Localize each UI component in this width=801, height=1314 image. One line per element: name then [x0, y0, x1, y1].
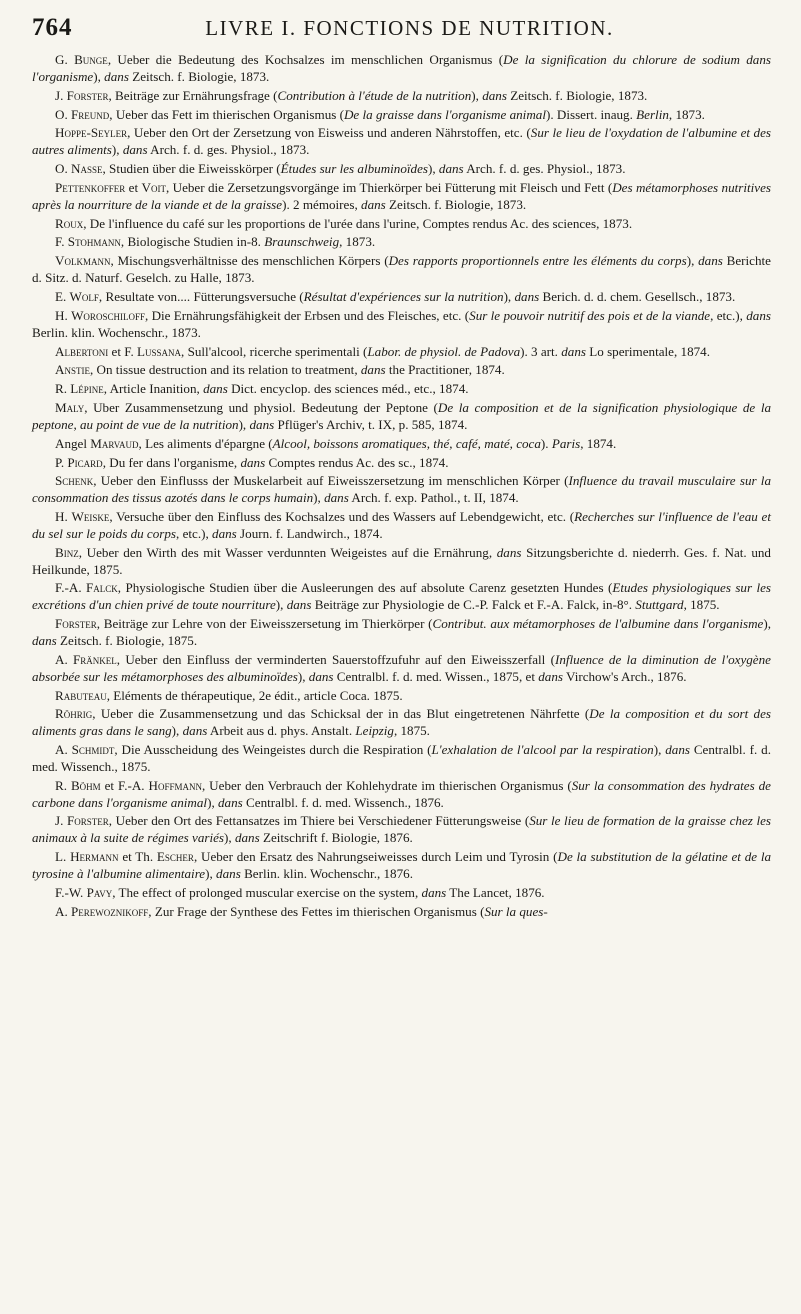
- entry-text: ),: [275, 597, 287, 613]
- italic-text: Paris: [551, 435, 581, 451]
- entry-text: ),: [471, 87, 483, 103]
- entry-text: , Biologische Studien in-8.: [120, 234, 265, 250]
- entry-text: Zeitschrift f. Biologie, 1876.: [259, 830, 413, 846]
- italic-text: Labor. de physiol. de Padova: [367, 343, 521, 359]
- italic-text: dans: [496, 544, 522, 560]
- entry-text: , Du fer dans l'organisme,: [102, 454, 241, 470]
- entry-text: , Zur Frage der Synthese des Fettes im thierischen Organismus (: [148, 903, 485, 919]
- italic-text: dans: [182, 723, 208, 739]
- entry-text: P.: [55, 454, 68, 470]
- entry-text: , Ueber die Zusammensetzung und das Schicksal der in das Blut eingetretenen Nährfette (: [92, 706, 590, 722]
- italic-text: dans: [698, 253, 723, 269]
- bibliography-entry: [32, 107, 771, 124]
- entry-text: , Beiträge zur Ernährungsfrage (: [108, 87, 278, 103]
- italic-text: dans: [104, 68, 129, 84]
- author-name: Binz: [55, 544, 79, 560]
- entry-text: Arbeit aus d. phys. Anstalt.: [207, 723, 356, 739]
- italic-text: De la substitution de la gélatine et de la tyrosine à l'albumine alimentaire: [32, 849, 772, 881]
- author-name: Schmidt: [71, 742, 115, 758]
- bibliography-entry: [32, 52, 771, 86]
- entry-text: , 1875.: [683, 597, 720, 613]
- author-name: Schenk: [55, 473, 94, 489]
- author-name: Rabuteau: [55, 687, 107, 703]
- entry-text: Comptes rendus Ac. des sc., 1874.: [265, 454, 449, 470]
- entry-text: et F.-A.: [100, 777, 149, 793]
- bibliography-entry: [32, 473, 771, 507]
- bibliography-entry: [32, 652, 771, 686]
- entry-text: , Ueber die Bedeutung des Kochsalzes im menschlichen Organismus (: [107, 52, 504, 67]
- entry-text: , Ueber den Einfluss der verminderten Sauerstoffzufuhr auf den Eiweisszerfall (: [116, 651, 555, 667]
- author-name: Lussana: [137, 343, 182, 359]
- entry-text: , Ueber den Wirth des mit Wasser verdunnten Weigeistes auf die Ernährung,: [78, 544, 497, 560]
- entry-text: H.: [55, 307, 72, 323]
- entry-text: , Beiträge zur Lehre von der Eiweisszersetung im Thierkörper (: [96, 616, 433, 632]
- italic-text: Influence de la diminution de l'oxygène absorbée sur les métamorphoses des albuminoïdes: [32, 651, 771, 684]
- author-name: Falck: [86, 580, 118, 596]
- entry-text: , The effect of prolonged muscular exercise on the system,: [112, 884, 422, 900]
- entry-text: ). Dissert. inaug.: [545, 106, 637, 122]
- entry-text: , 1875.: [393, 723, 430, 739]
- author-name: Nasse: [71, 161, 103, 177]
- italic-text: dans: [240, 454, 266, 470]
- bibliography-entry: [32, 580, 771, 614]
- italic-text: Stuttgard: [635, 597, 684, 613]
- entry-text: H.: [55, 509, 72, 525]
- entry-text: Virchow's Arch., 1876.: [562, 668, 687, 684]
- entry-text: Berlin. klin. Wochenschr., 1873.: [32, 324, 201, 340]
- entry-text: , Physiologische Studien über die Ausleerungen des auf absolute Carenz gesetzten Hundes (: [117, 580, 613, 596]
- italic-text: Études sur les albuminoïdes: [280, 161, 428, 177]
- bibliography-entry: [32, 216, 771, 233]
- bibliography-entry: [32, 616, 771, 650]
- italic-text: dans: [482, 87, 507, 103]
- italic-text: dans: [308, 668, 334, 684]
- bibliography-entry: [32, 308, 771, 342]
- author-name: Forster: [66, 87, 109, 103]
- entry-text: , Eléments de thérapeutique, 2e édit., article Coca. 1875.: [106, 687, 403, 703]
- italic-text: Des rapports proportionnels entre les éléments du corps: [388, 253, 687, 269]
- bibliography-entry: [32, 742, 771, 776]
- italic-text: Sur la ques-: [484, 903, 548, 919]
- entry-text: , Ueber den Einflusss der Muskelarbeit auf Eiweisszersetzung im menschlichen Körper (: [93, 473, 569, 489]
- italic-text: Sur le lieu de l'oxydation de l'albumine et des autres aliments: [32, 125, 771, 158]
- italic-text: De la composition et du sort des aliments gras dans le sang: [32, 706, 771, 739]
- bibliography-entry: [32, 904, 771, 921]
- running-title: LIVRE I. FONCTIONS DE NUTRITION.: [205, 16, 614, 40]
- italic-text: De la graisse dans l'organisme animal: [343, 106, 546, 122]
- italic-text: Leipzig: [355, 723, 394, 739]
- author-name: Voit: [141, 179, 166, 195]
- entry-text: G.: [55, 52, 75, 67]
- italic-text: dans: [216, 865, 241, 881]
- entry-text: R.: [55, 777, 71, 793]
- author-name: Freund: [71, 106, 110, 122]
- entry-text: ),: [427, 161, 439, 177]
- author-name: Woroschiloff: [71, 307, 145, 323]
- entry-text: et Th.: [118, 849, 157, 865]
- bibliography-entry: [32, 253, 771, 287]
- bibliography-entry: [32, 400, 771, 434]
- italic-text: Contribut. aux métamorphoses de l'albumine dans l'organisme: [432, 616, 764, 632]
- entry-text: ),: [297, 668, 309, 684]
- italic-text: Des métamorphoses nutritives après la nourriture de la viande et de la graisse: [32, 179, 771, 212]
- author-name: Perewoznikoff: [71, 903, 149, 919]
- entry-text: , On tissue destruction and its relation to treatment,: [89, 362, 361, 378]
- entry-text: The Lancet, 1876.: [446, 884, 545, 900]
- entry-text: ). 3 art.: [520, 343, 562, 359]
- entry-text: Centralbl. f. d. med. Wissench., 1875.: [32, 742, 771, 774]
- entry-text: , Versuche über den Einfluss des Kochsalzes und des Wassers auf Lebendgewicht, etc. (: [109, 509, 575, 525]
- author-name: Hoffmann: [148, 777, 202, 793]
- italic-text: dans: [324, 490, 349, 506]
- author-name: Böhm: [70, 777, 101, 793]
- entry-text: Journ. f. Landwirch., 1874.: [236, 525, 383, 541]
- entry-text: A.: [55, 903, 72, 919]
- author-name: Escher: [156, 849, 194, 865]
- bibliography-entry: [32, 88, 771, 105]
- italic-text: Résultat d'expériences sur la nutrition: [303, 288, 504, 304]
- entry-text: , Ueber den Verbrauch der Kohlehydrate im thierischen Organismus (: [201, 777, 572, 793]
- italic-text: dans: [538, 668, 563, 684]
- entry-text: Zeitsch. f. Biologie, 1873.: [385, 196, 527, 212]
- entry-text: Beiträge zur Physiologie de C.-P. Falck et F.-A. Falck, in-8°.: [311, 597, 636, 613]
- author-name: Hermann: [70, 849, 119, 865]
- entry-text: the Practitioner, 1874.: [385, 362, 505, 378]
- author-name: Forster: [55, 616, 97, 632]
- italic-text: dans: [360, 362, 386, 378]
- italic-text: dans: [212, 525, 237, 541]
- author-name: Röhrig: [55, 706, 93, 722]
- entry-text: F.-A.: [55, 580, 86, 596]
- author-name: Lépine: [70, 381, 104, 397]
- entry-text: , De l'influence du café sur les proportions de l'urée dans l'urine, Comptes rendus Ac. des sciences, 1873.: [83, 215, 633, 231]
- entry-text: , Ueber das Fett im thierischen Organismus (: [109, 106, 344, 122]
- entry-text: , Sull'alcool, ricerche sperimentali (: [181, 343, 368, 359]
- author-name: Pettenkoffer: [55, 179, 126, 195]
- bibliography-list: [32, 52, 771, 921]
- entry-text: A.: [55, 742, 72, 758]
- bibliography-entry: [32, 455, 771, 472]
- entry-text: Berlin. klin. Wochenschr., 1876.: [240, 865, 413, 881]
- entry-text: Arch. f. exp. Pathol., t. II, 1874.: [348, 490, 519, 506]
- bibliography-entry: [32, 381, 771, 398]
- bibliography-entry: [32, 289, 771, 306]
- entry-text: ),: [653, 742, 666, 758]
- entry-text: ),: [171, 723, 183, 739]
- entry-text: Zeitsch. f. Biologie, 1873.: [506, 87, 648, 103]
- entry-text: Arch. f. d. ges. Physiol., 1873.: [463, 161, 626, 177]
- entry-text: Arch. f. d. ges. Physiol., 1873.: [147, 142, 310, 158]
- entry-text: A.: [55, 651, 73, 667]
- entry-text: et F.: [108, 343, 138, 359]
- entry-text: L.: [55, 849, 71, 865]
- italic-text: De la composition et de la signification physiologique de la peptone, au point de vue de la nutrition: [32, 400, 771, 432]
- page-header: [32, 14, 771, 52]
- italic-text: Sur la consommation des hydrates de carbone dans l'organisme animal: [32, 777, 771, 810]
- entry-text: Angel: [55, 435, 91, 451]
- italic-text: Contribution à l'étude de la nutrition: [277, 87, 472, 103]
- entry-text: , Uber Zusammensetzung und physiol. Bedeutung der Peptone (: [84, 400, 438, 416]
- italic-text: dans: [665, 742, 690, 758]
- author-name: Roux: [55, 215, 84, 231]
- author-name: Pavy: [86, 884, 113, 900]
- entry-text: Zeitsch. f. Biologie, 1875.: [56, 633, 198, 648]
- entry-text: F.-W.: [55, 884, 87, 900]
- italic-text: Sur le lieu de formation de la graisse chez les animaux à la suite de régimes variés: [32, 813, 771, 846]
- entry-text: Lo sperimentale, 1874.: [585, 343, 710, 359]
- entry-text: , Resultate von.... Fütterungsversuche (: [98, 288, 304, 304]
- bibliography-entry: [32, 706, 771, 740]
- entry-text: J.: [55, 87, 67, 103]
- entry-text: J.: [55, 813, 67, 829]
- author-name: Weiske: [71, 509, 110, 525]
- author-name: Albertoni: [55, 343, 109, 359]
- entry-text: , Ueber den Ort der Zersetzung von Eisweiss und anderen Nährstoffen, etc. (: [127, 125, 531, 141]
- bibliography-entry: [32, 125, 771, 159]
- author-name: Anstie: [55, 362, 90, 378]
- italic-text: dans: [421, 884, 447, 900]
- entry-text: O.: [55, 161, 72, 177]
- italic-text: dans: [32, 633, 57, 648]
- entry-text: ),: [93, 68, 105, 84]
- page-number: 764: [32, 14, 73, 41]
- bibliography-entry: [32, 436, 771, 453]
- entry-text: , Article Inanition,: [103, 381, 204, 397]
- bibliography-entry: [32, 180, 771, 214]
- entry-text: ),: [238, 416, 250, 432]
- italic-text: dans: [561, 343, 586, 359]
- entry-text: , Die Ernährungsfähigkeit der Erbsen und des Fleisches, etc. (: [144, 307, 470, 323]
- entry-text: R.: [55, 381, 71, 397]
- entry-text: ),: [313, 490, 325, 506]
- entry-text: ),: [763, 616, 771, 632]
- entry-text: ). 2 mémoires,: [282, 196, 362, 212]
- author-name: Wolf: [69, 288, 99, 304]
- entry-text: , Ueber den Ort des Fettansatzes im Thiere bei Verschiedener Fütterungsweise (: [108, 813, 530, 829]
- entry-text: Zeitsch. f. Biologie, 1873.: [128, 68, 270, 84]
- entry-text: Centralbl. f. d. med. Wissench., 1876.: [242, 794, 444, 810]
- bibliography-entry: [32, 885, 771, 902]
- italic-text: dans: [122, 142, 148, 158]
- entry-text: ),: [207, 794, 218, 810]
- entry-text: , Die Ausscheidung des Weingeistes durch die Respiration (: [114, 742, 432, 758]
- bibliography-entry: [32, 849, 771, 883]
- italic-text: Braunschweig: [264, 234, 340, 250]
- entry-text: Dict. encyclop. des sciences méd., etc., 1874.: [227, 381, 469, 397]
- author-name: Fränkel: [73, 651, 117, 667]
- author-name: Maly: [55, 400, 85, 416]
- italic-text: dans: [234, 830, 260, 846]
- entry-text: ),: [205, 865, 217, 881]
- entry-text: , Ueber die Zersetzungsvorgänge im Thierkörper bei Fütterung mit Fleisch und Fett (: [165, 179, 613, 195]
- bibliography-entry: [32, 688, 771, 705]
- italic-text: dans: [218, 794, 243, 810]
- italic-text: dans: [286, 597, 312, 613]
- entry-text: et: [125, 179, 142, 195]
- entry-text: , Ueber den Ersatz des Nahrungseiweisses durch Leim und Tyrosin (: [193, 849, 558, 865]
- author-name: Bunge: [74, 52, 108, 67]
- bibliography-entry: [32, 161, 771, 178]
- author-name: Picard: [67, 454, 103, 470]
- italic-text: dans: [746, 307, 771, 323]
- entry-text: ),: [224, 830, 235, 846]
- bibliography-entry: [32, 778, 771, 812]
- author-name: Stohmann: [67, 234, 121, 250]
- italic-text: Influence du travail musculaire sur la consommation des tissus azotés dans le corps humain: [32, 473, 771, 506]
- italic-text: Recherches sur l'influence de l'eau et du sel sur le poids du corps: [32, 509, 771, 541]
- entry-text: , Mischungsverhältnisse des menschlichen Körpers (: [110, 253, 389, 269]
- entry-text: , 1874.: [580, 435, 617, 451]
- entry-text: F.: [55, 234, 68, 250]
- entry-text: , 1873.: [668, 106, 705, 122]
- author-name: Volkmann: [55, 253, 111, 269]
- entry-text: O.: [55, 106, 72, 122]
- entry-text: ).: [540, 435, 552, 451]
- bibliography-entry: [32, 362, 771, 379]
- italic-text: L'exhalation de l'alcool par la respiration: [431, 742, 654, 758]
- italic-text: De la signification du chlorure de sodium dans l'organisme: [32, 52, 771, 84]
- italic-text: dans: [361, 196, 386, 212]
- entry-text: , Studien über die Eiweisskörper (: [102, 161, 281, 177]
- entry-text: ),: [686, 253, 699, 269]
- italic-text: dans: [203, 381, 228, 397]
- entry-text: , etc.),: [710, 307, 747, 323]
- entry-text: Berichte d. Sitz. d. Naturf. Geselch. zu Halle, 1873.: [32, 253, 771, 286]
- bibliography-entry: [32, 234, 771, 251]
- entry-text: E.: [55, 288, 70, 304]
- bibliography-entry: [32, 545, 771, 579]
- author-name: Forster: [66, 813, 109, 829]
- entry-text: ),: [111, 142, 123, 158]
- bibliography-entry: [32, 344, 771, 361]
- author-name: Marvaud: [90, 435, 139, 451]
- italic-text: dans: [249, 416, 275, 432]
- entry-text: Pflüger's Archiv, t. IX, p. 585, 1874.: [274, 416, 468, 432]
- italic-text: Berlin: [636, 106, 669, 122]
- author-name: Hoppe-Seyler: [55, 125, 128, 141]
- entry-text: Berich. d. d. chem. Gesellsch., 1873.: [539, 288, 736, 304]
- bibliography-entry: [32, 509, 771, 543]
- italic-text: Etudes physiologiques sur les excrétions d'un chien privé de toute nourriture: [32, 580, 772, 613]
- entry-text: , Les aliments d'épargne (: [138, 435, 273, 451]
- bibliography-entry: [32, 813, 771, 847]
- entry-text: ),: [503, 288, 515, 304]
- italic-text: dans: [438, 161, 464, 177]
- entry-text: Centralbl. f. d. med. Wissen., 1875, et: [333, 668, 539, 684]
- entry-text: , etc.),: [176, 525, 213, 541]
- italic-text: dans: [514, 288, 540, 304]
- entry-text: Sitzungsberichte d. niederrh. Ges. f. Nat. und Heilkunde, 1875.: [32, 544, 771, 577]
- italic-text: Alcool, boissons aromatiques, thé, café, maté, coca: [272, 435, 541, 451]
- entry-text: , 1873.: [339, 234, 376, 250]
- italic-text: Sur le pouvoir nutritif des pois et de la viande: [469, 307, 711, 323]
